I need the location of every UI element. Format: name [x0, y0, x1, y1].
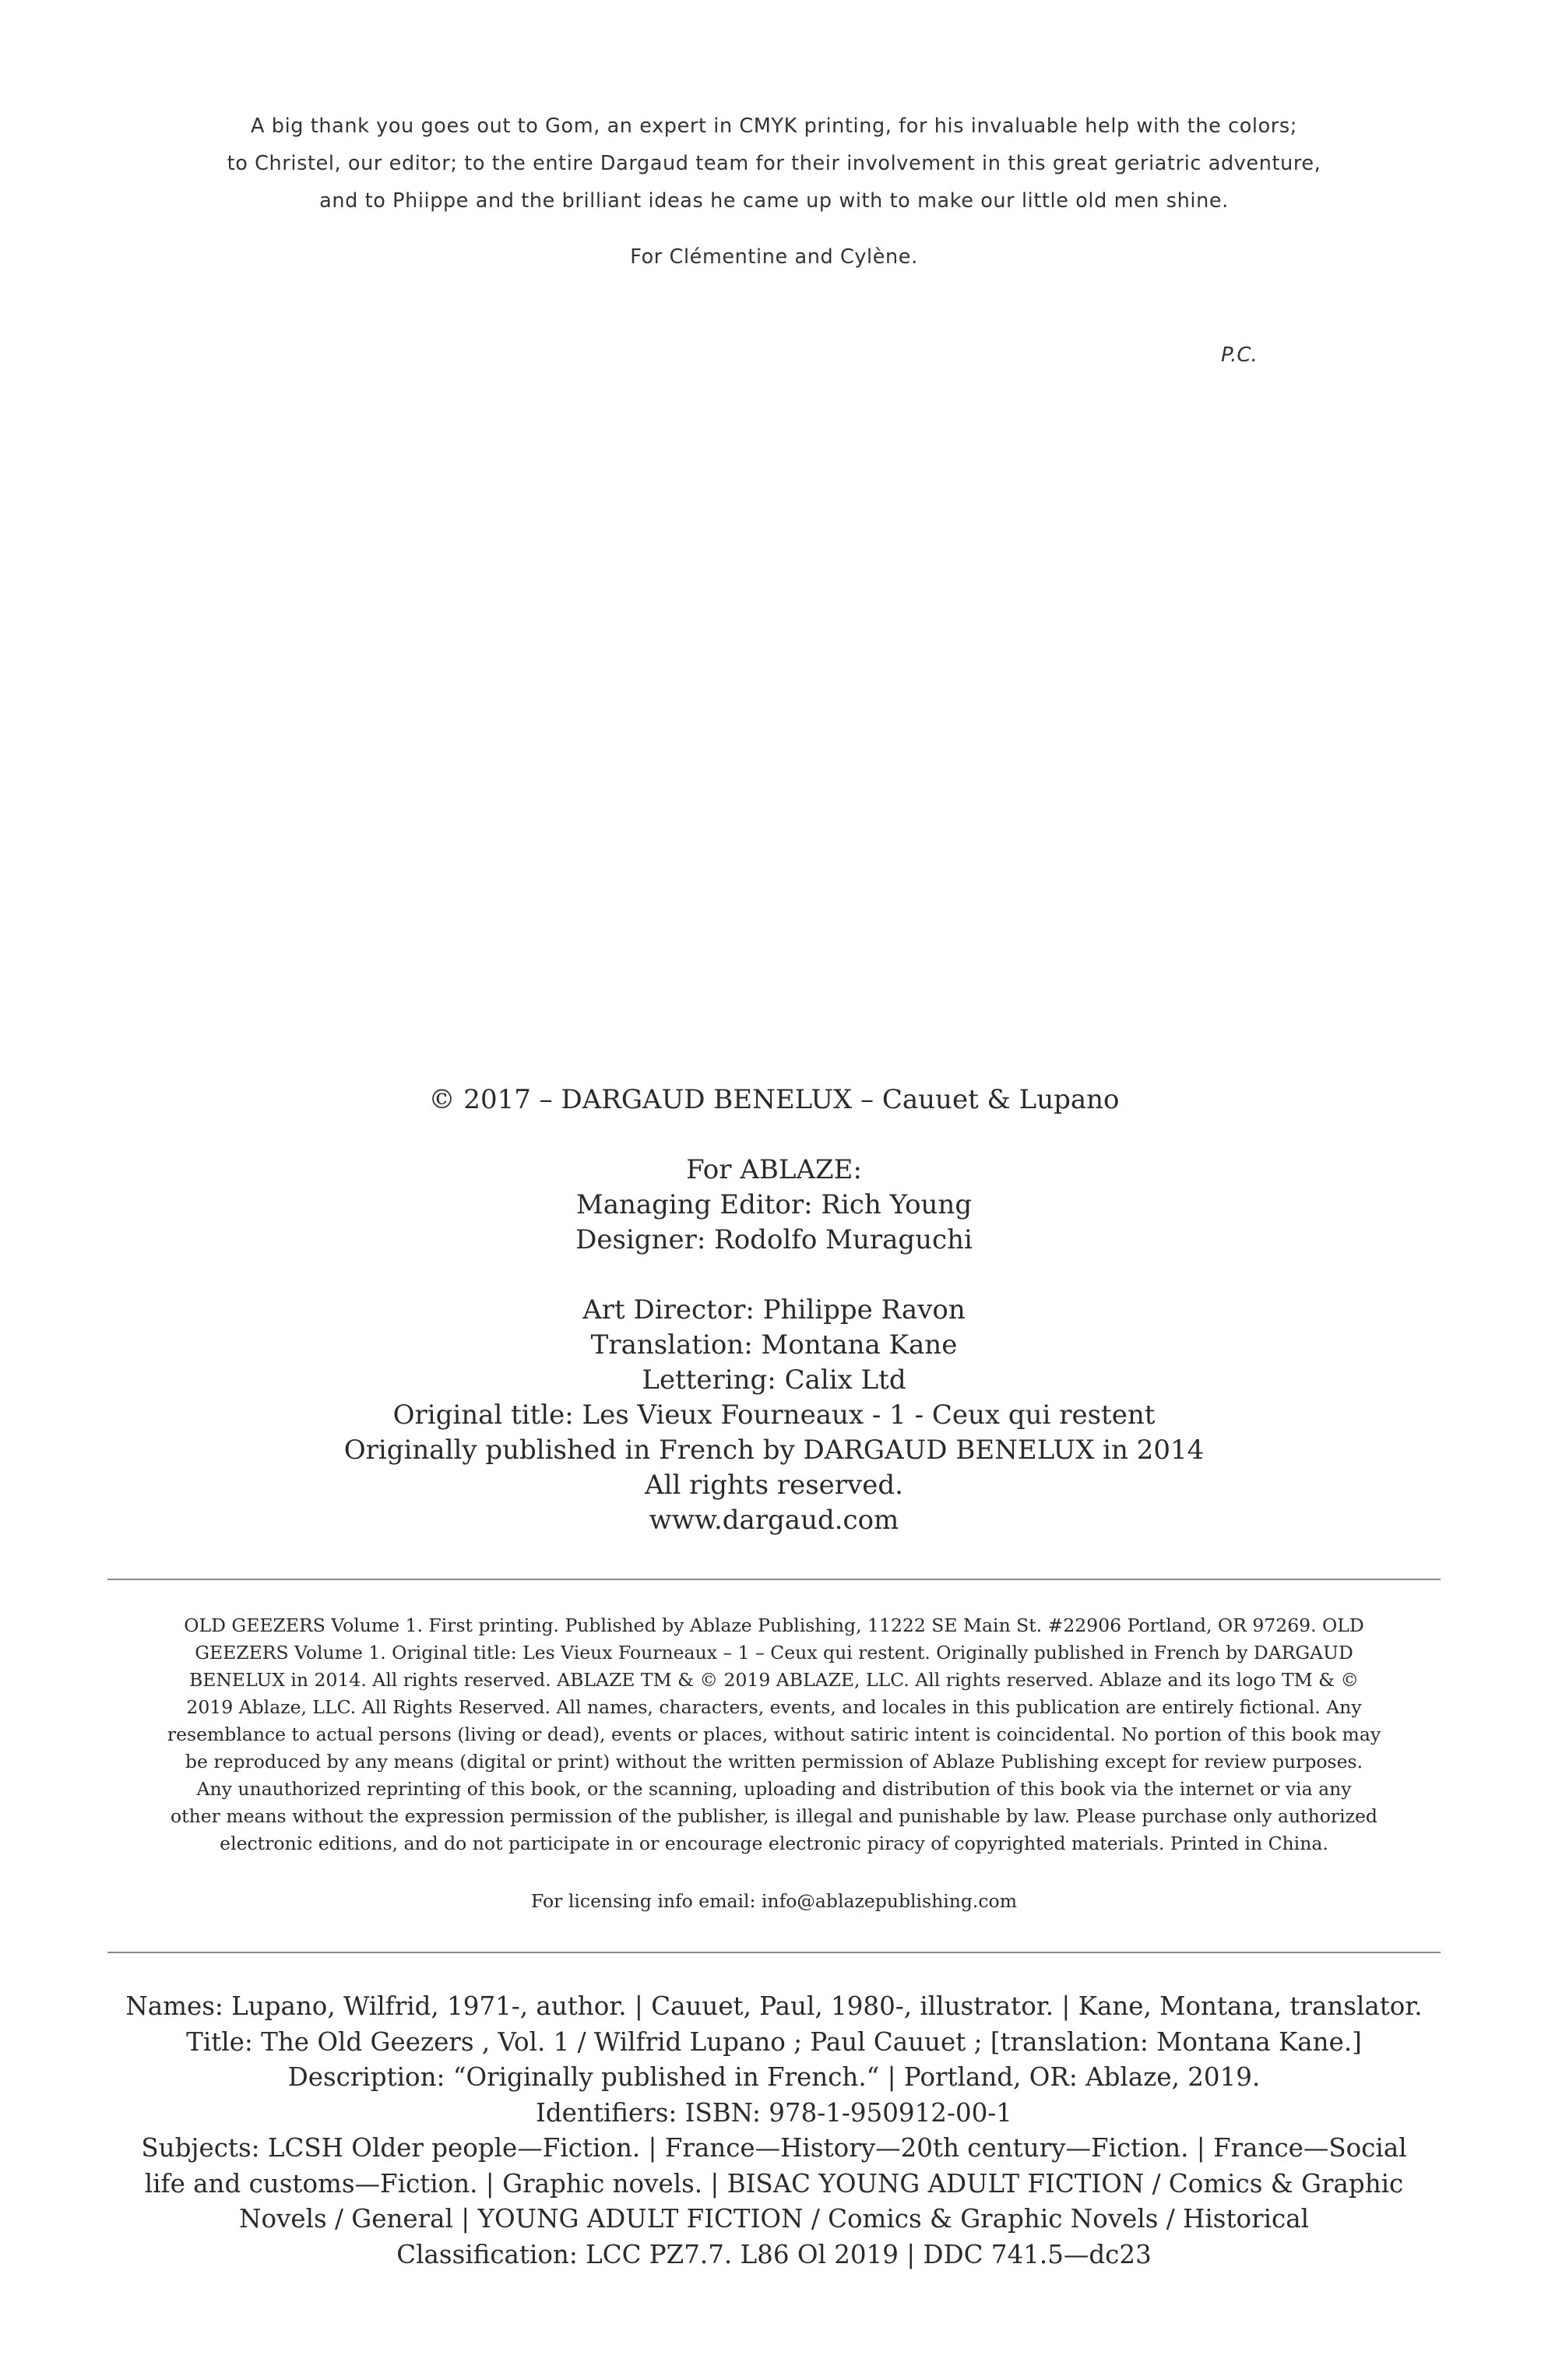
legal-line: BENELUX in 2014. All rights reserved. ABLAZE TM & © 2019 ABLAZE, LLC. All rights reserved. Ablaze and its logo TM & © — [188, 1669, 1360, 1691]
lettering-credit: Lettering: Calix Ltd — [642, 1364, 906, 1396]
legal-line: GEEZERS Volume 1. Original title: Les Vieux Fourneaux – 1 – Ceux qui restent. Originally published in French by DARGAUD — [195, 1642, 1353, 1664]
cataloging-line: life and customs—Fiction. | Graphic novels. | BISAC YOUNG ADULT FICTION / Comics & Graphic — [144, 2168, 1404, 2199]
art-director-credit: Art Director: Philippe Ravon — [582, 1294, 966, 1326]
legal-line: OLD GEEZERS Volume 1. First printing. Published by Ablaze Publishing, 11222 SE Main St. #22906 Portland, OR 97269. OLD — [184, 1614, 1364, 1636]
cataloging-line: Names: Lupano, Wilfrid, 1971-, author. | Cauuet, Paul, 1980-, illustrator. | Kane, Montana, translator. — [125, 1991, 1423, 2021]
ablaze-heading: For ABLAZE: — [686, 1154, 862, 1185]
original-publication-credit: Originally published in French by DARGAUD BENELUX in 2014 — [343, 1435, 1205, 1466]
cataloging-line: Identifiers: ISBN: 978-1-950912-00-1 — [536, 2097, 1012, 2128]
legal-line: be reproduced by any means (digital or print) without the written permission of Ablaze Publishing except for review purposes. — [185, 1751, 1363, 1773]
managing-editor-credit: Managing Editor: Rich Young — [575, 1189, 973, 1220]
legal-line: other means without the expression permission of the publisher, is illegal and punishable by law. Please purchase only authorized — [171, 1805, 1377, 1827]
cataloging-line: Novels / General | YOUNG ADULT FICTION / Comics & Graphic Novels / Historical — [239, 2204, 1309, 2234]
divider-rule-bottom — [107, 1952, 1441, 1953]
cataloging-data — [0, 1989, 1548, 2273]
translation-credit: Translation: Montana Kane — [590, 1329, 958, 1361]
legal-notice — [115, 1612, 1433, 1857]
cataloging-line: Title: The Old Geezers , Vol. 1 / Wilfrid Lupano ; Paul Cauuet ; [translation: Montana Kane.] — [186, 2026, 1362, 2057]
website-line: www.dargaud.com — [649, 1505, 899, 1536]
divider-rule-top — [107, 1579, 1441, 1580]
signature-initials: P.C. — [1221, 343, 1258, 367]
licensing-email: For licensing info email: info@ablazepublishing.com — [531, 1890, 1017, 1912]
cataloging-line: Description: “Originally published in French.“ | Portland, OR: Ablaze, 2019. — [287, 2062, 1261, 2092]
acknowledgement-line: A big thank you goes out to Gom, an expert in CMYK printing, for his invaluable help with the colors; — [251, 114, 1297, 138]
acknowledgements — [0, 107, 1548, 220]
legal-line: 2019 Ablaze, LLC. All Rights Reserved. All names, characters, events, and locales in this publication are entirely fictional. Any — [186, 1696, 1362, 1718]
copyright-line: © 2017 – DARGAUD BENELUX – Cauuet & Lupano — [428, 1084, 1120, 1115]
acknowledgement-line: to Christel, our editor; to the entire Dargaud team for their involvement in this great geriatric adventure, — [227, 152, 1321, 175]
designer-credit: Designer: Rodolfo Muraguchi — [575, 1224, 973, 1255]
cataloging-line: Subjects: LCSH Older people—Fiction. | France—History—20th century—Fiction. | France—Social — [141, 2133, 1407, 2163]
rights-statement: All rights reserved. — [645, 1470, 903, 1501]
credits-block — [0, 1083, 1548, 1538]
legal-line: electronic editions, and do not participate in or encourage electronic piracy of copyrighted materials. Printed in China. — [220, 1833, 1328, 1854]
acknowledgement-line: and to Phiippe and the brilliant ideas he came up with to make our little old men shine. — [319, 189, 1229, 213]
dedication: For Clémentine and Cylène. — [630, 245, 918, 269]
legal-line: resemblance to actual persons (living or dead), events or places, without satiric intent is coincidental. No portion of this book may — [167, 1723, 1381, 1745]
original-title-credit: Original title: Les Vieux Fourneaux - 1 - Ceux qui restent — [392, 1399, 1156, 1431]
legal-line: Any unauthorized reprinting of this book, or the scanning, uploading and distribution of this book via the internet or via any — [196, 1778, 1352, 1800]
cataloging-line: Classification: LCC PZ7.7. L86 Ol 2019 | DDC 741.5—dc23 — [396, 2239, 1152, 2269]
